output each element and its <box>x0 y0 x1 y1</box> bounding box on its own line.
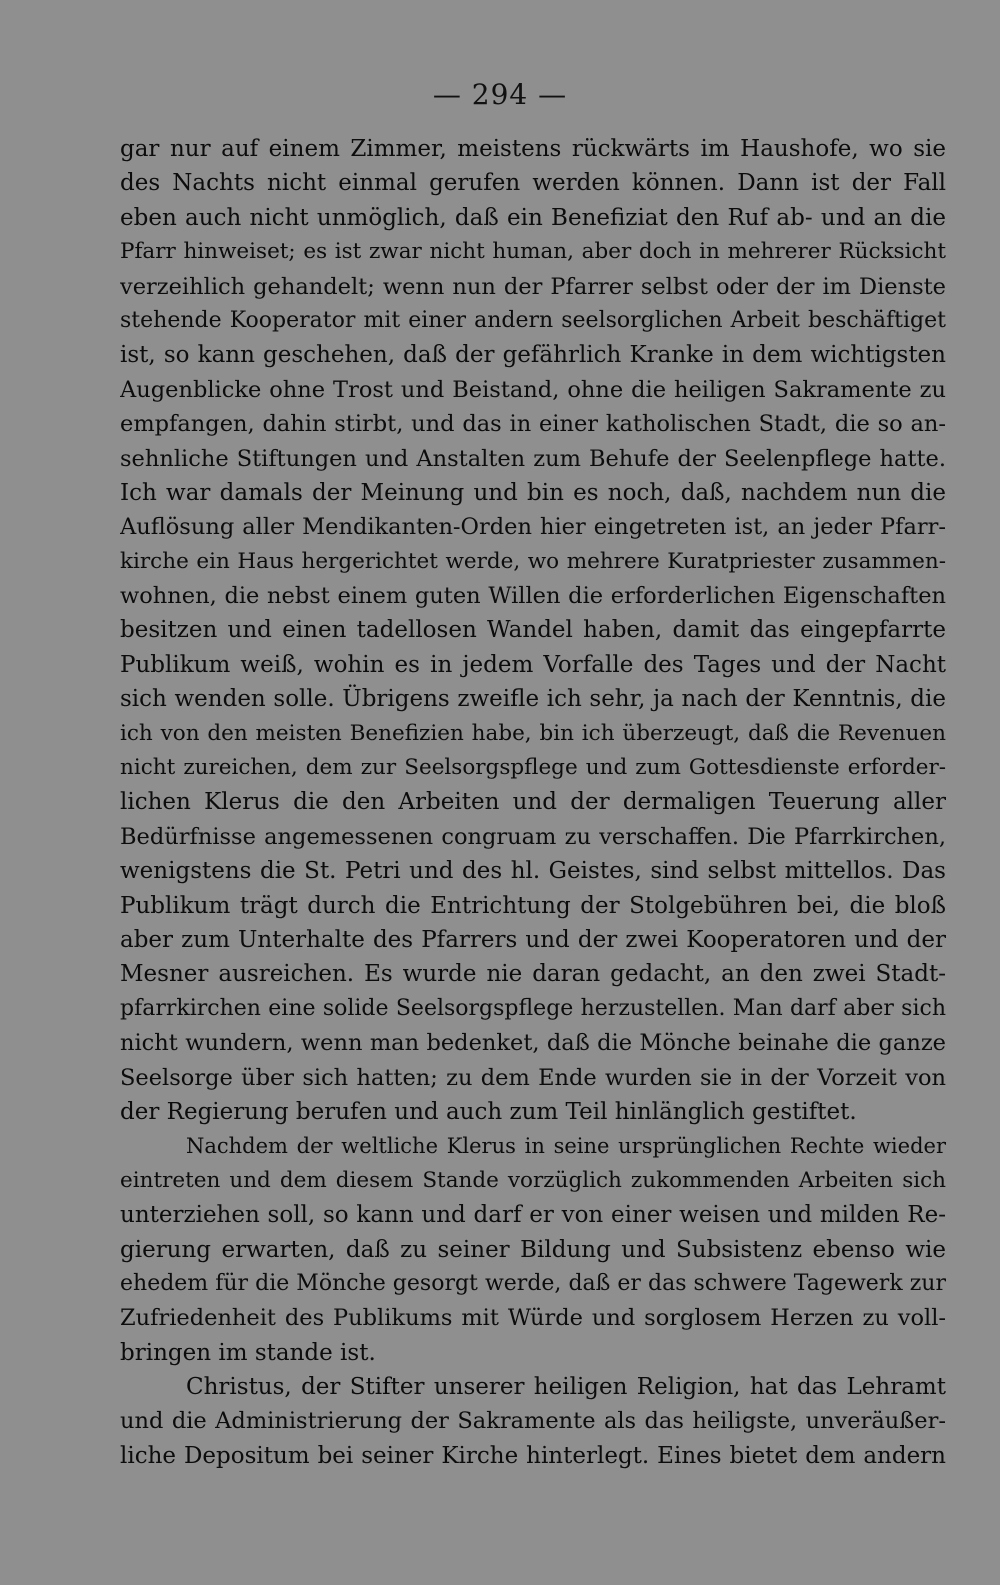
text-line: Zufriedenheit des Publikums mit Würde und sorglosem Herzen zu voll- <box>120 1305 946 1332</box>
text-line: Mesner ausreichen. Es wurde nie daran gedacht, an den zwei Stadt- <box>120 961 946 988</box>
text-line: wenigstens die St. Petri und des hl. Geistes, sind selbst mittellos. Das <box>120 858 946 885</box>
text-line: Pfarr hinweiset; es ist zwar nicht human, aber doch in mehrerer Rücksicht <box>120 239 946 265</box>
paragraph-start-line: Christus, der Stifter unserer heiligen Religion, hat das Lehramt <box>186 1374 946 1401</box>
text-line: Augenblicke ohne Trost und Beistand, ohne die heiligen Sakramente zu <box>120 376 946 403</box>
text-line: unterziehen soll, so kann und darf er von einer weisen und milden Re- <box>120 1202 946 1229</box>
text-line: nicht zureichen, dem zur Seelsorgspflege und zum Gottesdienste erforder- <box>120 755 946 781</box>
text-line: gar nur auf einem Zimmer, meistens rückwärts im Haushofe, wo sie <box>120 136 946 162</box>
text-line: empfangen, dahin stirbt, und das in einer katholischen Stadt, die so an- <box>120 411 946 438</box>
text-line: sich wenden solle. Übrigens zweifle ich sehr, ja nach der Kenntnis, die <box>120 686 946 713</box>
text-line: gierung erwarten, daß zu seiner Bildung und Subsistenz ebenso wie <box>120 1236 946 1263</box>
text-line: Bedürfnisse angemessenen congruam zu verschaffen. Die Pfarrkirchen, <box>120 823 946 850</box>
text-line: Publikum weiß, wohin es in jedem Vorfalle des Tages und der Nacht <box>120 651 946 678</box>
text-line: besitzen und einen tadellosen Wandel haben, damit das eingepfarrte <box>120 617 946 644</box>
paragraph-start-line: Nachdem der weltliche Klerus in seine ursprünglichen Rechte wieder <box>186 1134 946 1159</box>
paragraph-end-line: der Regierung berufen und auch zum Teil hinlänglich gestiftet. <box>120 1098 857 1125</box>
text-line: nicht wundern, wenn man bedenket, daß die Mönche beinahe die ganze <box>120 1030 946 1057</box>
text-line: eintreten und dem diesem Stande vorzüglich zukommenden Arbeiten sich <box>120 1167 946 1193</box>
text-line: Publikum trägt durch die Entrichtung der Stolgebühren bei, die bloß <box>120 892 946 919</box>
text-line: wohnen, die nebst einem guten Willen die erforderlichen Eigenschaften <box>120 583 946 610</box>
text-line: kirche ein Haus hergerichtet werde, wo mehrere Kuratpriester zusammen- <box>120 548 946 574</box>
text-line: ich von den meisten Benefizien habe, bin ich überzeugt, daß die Revenuen <box>120 720 946 746</box>
text-line: Auflösung aller Mendikanten-Orden hier eingetreten ist, an jeder Pfarr- <box>120 514 946 541</box>
text-line: des Nachts nicht einmal gerufen werden können. Dann ist der Fall <box>120 170 946 197</box>
text-line: eben auch nicht unmöglich, daß ein Benefiziat den Ruf ab- und an die <box>120 204 946 231</box>
text-line: ist, so kann geschehen, daß der gefährlich Kranke in dem wichtigsten <box>120 342 946 369</box>
text-line: aber zum Unterhalte des Pfarrers und der zwei Kooperatoren und der <box>120 926 946 953</box>
text-line: lichen Klerus die den Arbeiten und der dermaligen Teuerung aller <box>120 789 946 816</box>
paragraph-end-line: bringen im stande ist. <box>120 1339 376 1366</box>
page-number: — 294 — <box>432 78 568 111</box>
text-line: und die Administrierung der Sakramente als das heiligste, unveräußer- <box>120 1408 946 1435</box>
text-line: ehedem für die Mönche gesorgt werde, daß er das schwere Tagewerk zur <box>120 1270 946 1296</box>
text-line: stehende Kooperator mit einer andern seelsorglichen Arbeit beschäftiget <box>120 307 946 333</box>
body-text <box>120 132 946 1473</box>
text-line: verzeihlich gehandelt; wenn nun der Pfarrer selbst oder der im Dienste <box>120 273 946 300</box>
text-line: liche Depositum bei seiner Kirche hinterlegt. Eines bietet dem andern <box>120 1442 946 1469</box>
text-line: Ich war damals der Meinung und bin es noch, daß, nachdem nun die <box>120 479 946 506</box>
text-line: Seelsorge über sich hatten; zu dem Ende wurden sie in der Vorzeit von <box>120 1064 946 1091</box>
text-line: pfarrkirchen eine solide Seelsorgspflege herzustellen. Man darf aber sich <box>120 995 946 1021</box>
text-line: sehnliche Stiftungen und Anstalten zum Behufe der Seelenpflege hatte. <box>120 445 946 472</box>
